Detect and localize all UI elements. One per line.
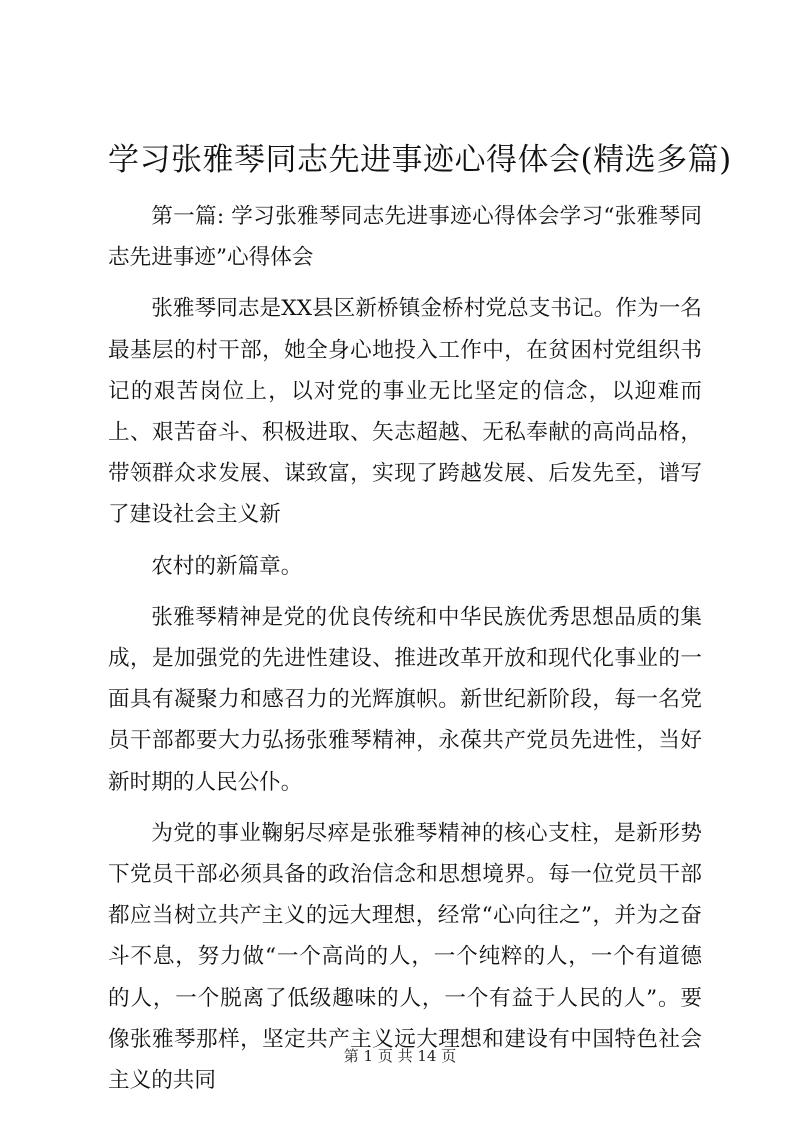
- paragraph: 农村的新篇章。: [151, 553, 303, 579]
- page-footer: 第 1 页 共 14 页: [343, 1047, 457, 1065]
- document-body: [108, 186, 702, 1101]
- paragraph: 张雅琴精神是党的优良传统和中华民族优秀思想品质的集成，是加强党的先进性建设、推进改革开放和现代化事业的一面具有凝聚力和感召力的光辉旗帜。新世纪新阶段，每一名党员干部都要大力弘扬张雅琴精神，永葆共产党员先进性，当好新时期的人民公仆。: [108, 604, 702, 795]
- document-title: 学习张雅琴同志先进事迹心得体会(精选多篇): [108, 142, 732, 178]
- paragraph-heading: 第一篇: 学习张雅琴同志先进事迹心得体会学习“张雅琴同志先进事迹”心得体会: [108, 204, 702, 271]
- paragraph: 张雅琴同志是XX县区新桥镇金桥村党总支书记。作为一名最基层的村干部，她全身心地投入工作中，在贫困村党组织书记的艰苦岗位上，以对党的事业无比坚定的信念，以迎难而上、艰苦奋斗、积极进取、矢志超越、无私奉献的高尚品格，带领群众求发展、谋致富，实现了跨越发展、后发先至，谱写了建设社会主义新: [108, 296, 702, 528]
- paragraph: 为党的事业鞠躬尽瘁是张雅琴精神的核心支柱，是新形势下党员干部必须具备的政治信念和思想境界。每一位党员干部都应当树立共产主义的远大理想，经常“心向往之”，并为之奋斗不息，努力做“一个高尚的人，一个纯粹的人，一个有道德的人，一个脱离了低级趣味的人，一个有益于人民的人”。要像张雅琴那样，坚定共产主义远大理想和建设有中国特色社会主义的共同: [108, 820, 702, 1094]
